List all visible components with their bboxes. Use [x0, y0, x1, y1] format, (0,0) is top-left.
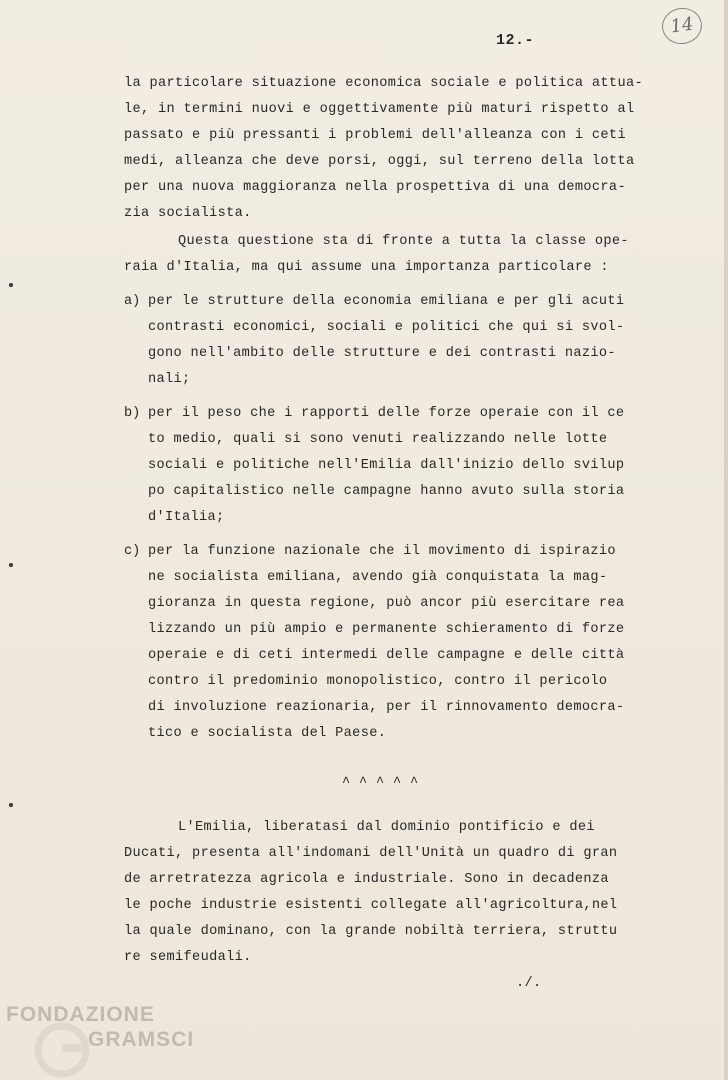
page-number: 12.- — [496, 32, 535, 49]
text-line: passato e più pressanti i problemi dell'alleanza con i ceti — [124, 128, 626, 143]
text-line: L'Emilia, liberatasi dal dominio pontificio e dei — [178, 820, 595, 835]
text-line: le, in termini nuovi e oggettivamente più maturi rispetto al — [124, 102, 635, 117]
list-item-line: gono nell'ambito delle strutture e dei contrasti nazio- — [148, 346, 616, 361]
list-item-line: d'Italia; — [148, 510, 225, 525]
list-item-line: tico e socialista del Paese. — [148, 726, 387, 741]
list-item-line: ne socialista emiliana, avendo già conquistata la mag- — [148, 570, 608, 585]
list-item-line: contro il predominio monopolistico, contro il pericolo — [148, 674, 608, 689]
text-line: le poche industrie esistenti collegate all'agricoltura,nel — [124, 898, 618, 913]
text-line: re semifeudali. — [124, 950, 252, 965]
list-item-line: to medio, quali si sono venuti realizzando nelle lotte — [148, 432, 608, 447]
list-marker: a) — [124, 294, 141, 309]
list-item-line: sociali e politiche nell'Emilia dall'inizio dello svilup — [148, 458, 625, 473]
text-line: Questa questione sta di fronte a tutta la classe ope- — [178, 234, 629, 249]
text-line: zia socialista. — [124, 206, 252, 221]
margin-mark — [9, 803, 13, 807]
list-item-line: nali; — [148, 372, 191, 387]
list-item-line: gioranza in questa regione, può ancor più esercitare rea — [148, 596, 625, 611]
page-edge — [724, 0, 728, 1080]
text-line: medi, alleanza che deve porsi, oggi, sul terreno della lotta — [124, 154, 635, 169]
list-item-line: di involuzione reazionaria, per il rinnovamento democra- — [148, 700, 625, 715]
margin-mark — [9, 563, 13, 567]
list-item-line: operaie e di ceti intermedi delle campagne e delle città — [148, 648, 625, 663]
list-item-line: per la funzione nazionale che il movimento di ispirazio — [148, 544, 616, 559]
section-separator: ^ ^ ^ ^ ^ — [342, 776, 419, 791]
list-item-line: per le strutture della economia emiliana e per gli acuti — [148, 294, 625, 309]
list-item-line: lizzando un più ampio e permanente schieramento di forze — [148, 622, 625, 637]
text-line: de arretratezza agricola e industriale. Sono in decadenza — [124, 872, 609, 887]
folio-stamp: 14 — [660, 5, 705, 46]
text-line: la quale dominano, con la grande nobiltà terriera, struttu — [124, 924, 618, 939]
margin-mark — [9, 283, 13, 287]
text-line: raia d'Italia, ma qui assume una importanza particolare : — [124, 260, 609, 275]
list-item-line: contrasti economici, sociali e politici che qui si svol- — [148, 320, 625, 335]
list-marker: c) — [124, 544, 141, 559]
watermark-text: FONDAZIONE — [6, 1003, 155, 1026]
list-item-line: po capitalistico nelle campagne hanno avuto sulla storia — [148, 484, 625, 499]
text-line: per una nuova maggioranza nella prospettiva di una democra- — [124, 180, 626, 195]
continuation-mark: ./. — [516, 976, 542, 991]
list-marker: b) — [124, 406, 141, 421]
list-item-line: per il peso che i rapporti delle forze operaie con il ce — [148, 406, 625, 421]
watermark-text: GRAMSCI — [88, 1028, 195, 1051]
text-line: Ducati, presenta all'indomani dell'Unità un quadro di gran — [124, 846, 618, 861]
text-line: la particolare situazione economica sociale e politica attua- — [124, 76, 643, 91]
